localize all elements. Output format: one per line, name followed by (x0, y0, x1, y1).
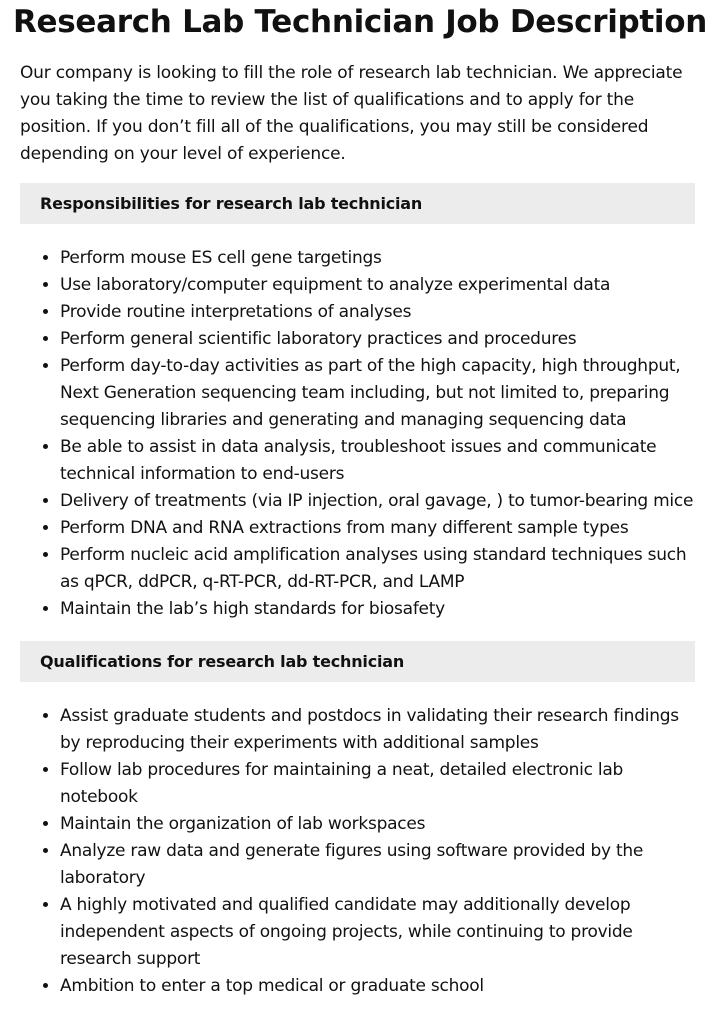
responsibilities-list (20, 245, 700, 623)
page-title: Research Lab Technician Job Description (12, 4, 708, 40)
qualifications-list (20, 703, 700, 1000)
list-item: • Perform day-to-day activities as part of the high capacity, high throughput, Next Generation sequencing team including, but not limited to, preparing sequencing libraries and generating and managing sequencing data (60, 353, 700, 434)
list-item: • Ambition to enter a top medical or graduate school (60, 973, 700, 1000)
list-item: • A highly motivated and qualified candidate may additionally develop independent aspects of ongoing projects, while continuing to provide research support (60, 892, 700, 973)
list-item: • Maintain the lab’s high standards for biosafety (60, 596, 700, 623)
list-item: • Perform DNA and RNA extractions from many different sample types (60, 515, 700, 542)
list-item: • Be able to assist in data analysis, troubleshoot issues and communicate technical information to end-users (60, 434, 700, 488)
list-item: • Analyze raw data and generate figures using software provided by the laboratory (60, 838, 700, 892)
list-item: • Perform nucleic acid amplification analyses using standard techniques such as qPCR, ddPCR, q-RT-PCR, dd-RT-PCR, and LAMP (60, 542, 700, 596)
list-item: • Assist graduate students and postdocs in validating their research findings by reproducing their experiments with additional samples (60, 703, 700, 757)
list-item: • Perform general scientific laboratory practices and procedures (60, 326, 700, 353)
list-item: • Delivery of treatments (via IP injection, oral gavage, ) to tumor-bearing mice (60, 488, 700, 515)
list-item: • Follow lab procedures for maintaining a neat, detailed electronic lab notebook (60, 757, 700, 811)
responsibilities-heading: Responsibilities for research lab technician (20, 183, 695, 224)
list-item: • Provide routine interpretations of analyses (60, 299, 700, 326)
qualifications-heading: Qualifications for research lab technician (20, 641, 695, 682)
list-item: • Perform mouse ES cell gene targetings (60, 245, 700, 272)
list-item: • Maintain the organization of lab workspaces (60, 811, 700, 838)
list-item: • Use laboratory/computer equipment to analyze experimental data (60, 272, 700, 299)
intro-paragraph: Our company is looking to fill the role of research lab technician. We appreciate you taking the time to review the list of qualifications and to apply for the position. If you don’t fill all of the qualifications, you may still be considered depending on your level of experience. (20, 63, 683, 164)
